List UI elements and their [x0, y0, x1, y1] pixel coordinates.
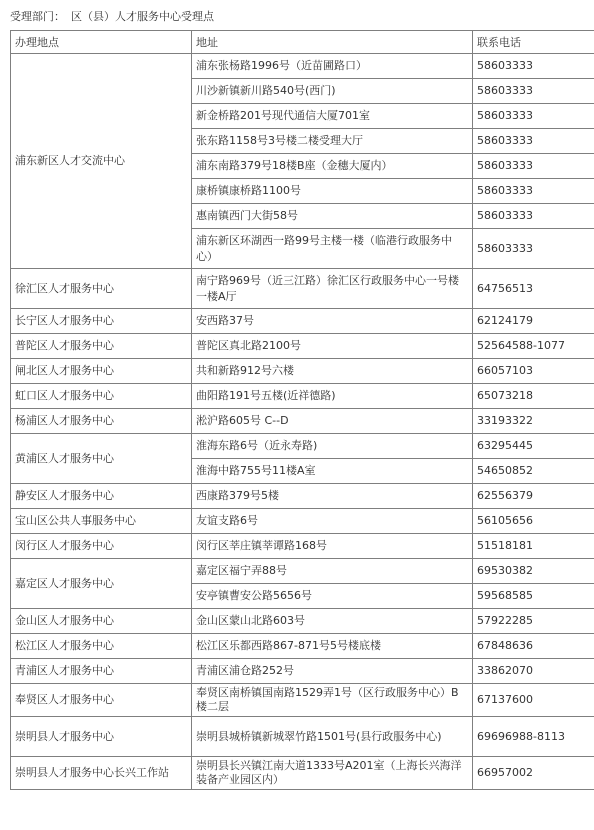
address-cell: 崇明县城桥镇新城翠竹路1501号(县行政服务中心) — [192, 717, 473, 757]
address-cell: 南宁路969号（近三江路）徐汇区行政服务中心一号楼一楼A厅 — [192, 269, 473, 309]
table-row — [11, 509, 594, 534]
table-row — [11, 384, 594, 409]
table-row — [11, 609, 594, 634]
place-cell: 崇明县人才服务中心 — [11, 717, 192, 757]
place-cell: 崇明县人才服务中心长兴工作站 — [11, 757, 192, 790]
table-header-row — [11, 31, 594, 54]
phone-cell: 66957002 — [473, 757, 594, 790]
phone-cell: 62124179 — [473, 309, 594, 334]
address-cell: 康桥镇康桥路1100号 — [192, 179, 473, 204]
phone-cell: 58603333 — [473, 54, 594, 79]
table-row — [11, 334, 594, 359]
address-cell: 淞沪路605号 C--D — [192, 409, 473, 434]
address-cell: 嘉定区福宁弄88号 — [192, 559, 473, 584]
phone-cell: 59568585 — [473, 584, 594, 609]
phone-cell: 62556379 — [473, 484, 594, 509]
phone-cell: 58603333 — [473, 129, 594, 154]
address-cell: 共和新路912号六楼 — [192, 359, 473, 384]
phone-cell: 58603333 — [473, 104, 594, 129]
table-row — [11, 717, 594, 757]
address-cell: 曲阳路191号五楼(近祥德路) — [192, 384, 473, 409]
table-row — [11, 757, 594, 790]
place-cell: 闸北区人才服务中心 — [11, 359, 192, 384]
table-row — [11, 409, 594, 434]
table-row — [11, 634, 594, 659]
address-cell: 淮海中路755号11楼A室 — [192, 459, 473, 484]
address-cell: 松江区乐都西路867-871号5号楼底楼 — [192, 634, 473, 659]
place-cell: 浦东新区人才交流中心 — [11, 54, 192, 269]
column-header-place: 办理地点 — [11, 31, 192, 54]
address-cell: 奉贤区南桥镇国南路1529弄1号（区行政服务中心）B楼二层 — [192, 684, 473, 717]
column-header-address: 地址 — [192, 31, 473, 54]
address-cell: 淮海东路6号（近永寿路) — [192, 434, 473, 459]
place-cell: 杨浦区人才服务中心 — [11, 409, 192, 434]
department-value: 区（县）人才服务中心受理点 — [71, 10, 214, 23]
phone-cell: 33193322 — [473, 409, 594, 434]
place-cell: 长宁区人才服务中心 — [11, 309, 192, 334]
place-cell: 徐汇区人才服务中心 — [11, 269, 192, 309]
address-cell: 安亭镇曹安公路5656号 — [192, 584, 473, 609]
address-cell: 友谊支路6号 — [192, 509, 473, 534]
phone-cell: 58603333 — [473, 154, 594, 179]
address-cell: 新金桥路201号现代通信大厦701室 — [192, 104, 473, 129]
address-cell: 安西路37号 — [192, 309, 473, 334]
phone-cell: 52564588-1077 — [473, 334, 594, 359]
table-row — [11, 534, 594, 559]
phone-cell: 54650852 — [473, 459, 594, 484]
table-row — [11, 269, 594, 309]
place-cell: 闵行区人才服务中心 — [11, 534, 192, 559]
phone-cell: 56105656 — [473, 509, 594, 534]
place-cell: 黄浦区人才服务中心 — [11, 434, 192, 484]
address-cell: 普陀区真北路2100号 — [192, 334, 473, 359]
address-cell: 金山区蒙山北路603号 — [192, 609, 473, 634]
phone-cell: 57922285 — [473, 609, 594, 634]
phone-cell: 58603333 — [473, 179, 594, 204]
address-cell: 青浦区浦仓路252号 — [192, 659, 473, 684]
phone-cell: 58603333 — [473, 204, 594, 229]
phone-cell: 65073218 — [473, 384, 594, 409]
phone-cell: 58603333 — [473, 229, 594, 269]
table-row — [11, 484, 594, 509]
table-row — [11, 684, 594, 717]
phone-cell: 66057103 — [473, 359, 594, 384]
phone-cell: 51518181 — [473, 534, 594, 559]
table-row — [11, 359, 594, 384]
address-cell: 浦东南路379号18楼B座（金穗大厦内） — [192, 154, 473, 179]
table-row — [11, 309, 594, 334]
phone-cell: 33862070 — [473, 659, 594, 684]
table-row — [11, 659, 594, 684]
place-cell: 松江区人才服务中心 — [11, 634, 192, 659]
phone-cell: 67848636 — [473, 634, 594, 659]
address-cell: 川沙新镇新川路540号(西门) — [192, 79, 473, 104]
place-cell: 金山区人才服务中心 — [11, 609, 192, 634]
place-cell: 普陀区人才服务中心 — [11, 334, 192, 359]
table-body — [11, 54, 594, 790]
department-line — [10, 10, 584, 24]
address-cell: 西康路379号5楼 — [192, 484, 473, 509]
table-row — [11, 559, 594, 584]
phone-cell: 67137600 — [473, 684, 594, 717]
table-row — [11, 434, 594, 459]
address-cell: 闵行区莘庄镇莘谭路168号 — [192, 534, 473, 559]
address-cell: 张东路1158号3号楼二楼受理大厅 — [192, 129, 473, 154]
address-cell: 惠南镇西门大街58号 — [192, 204, 473, 229]
address-cell: 崇明县长兴镇江南大道1333号A201室（上海长兴海洋装备产业园区内） — [192, 757, 473, 790]
service-points-table — [10, 30, 594, 790]
phone-cell: 64756513 — [473, 269, 594, 309]
phone-cell: 63295445 — [473, 434, 594, 459]
place-cell: 奉贤区人才服务中心 — [11, 684, 192, 717]
phone-cell: 58603333 — [473, 79, 594, 104]
place-cell: 宝山区公共人事服务中心 — [11, 509, 192, 534]
address-cell: 浦东张杨路1996号（近苗圃路口） — [192, 54, 473, 79]
department-label: 受理部门： — [10, 10, 65, 23]
phone-cell: 69530382 — [473, 559, 594, 584]
address-cell: 浦东新区环湖西一路99号主楼一楼（临港行政服务中心） — [192, 229, 473, 269]
column-header-phone: 联系电话 — [473, 31, 594, 54]
phone-cell: 69696988-8113 — [473, 717, 594, 757]
place-cell: 静安区人才服务中心 — [11, 484, 192, 509]
table-row — [11, 54, 594, 79]
place-cell: 青浦区人才服务中心 — [11, 659, 192, 684]
place-cell: 嘉定区人才服务中心 — [11, 559, 192, 609]
place-cell: 虹口区人才服务中心 — [11, 384, 192, 409]
